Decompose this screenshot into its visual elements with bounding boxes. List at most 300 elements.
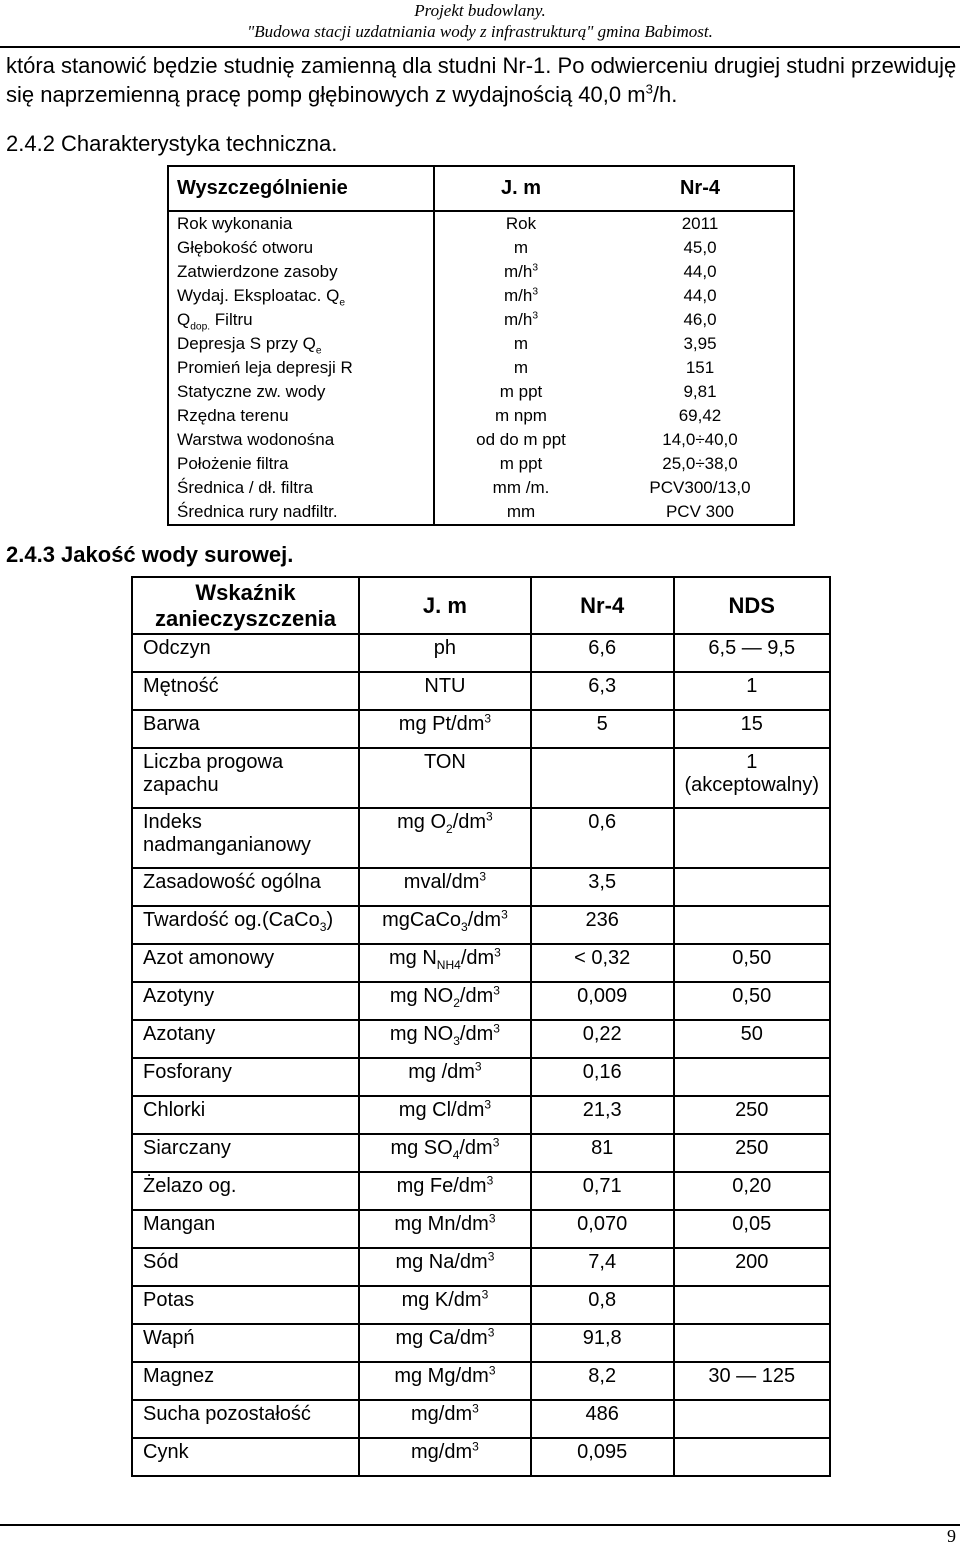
quality-cell-name — [132, 1210, 359, 1248]
tech-unit-text: mm /m. — [492, 478, 550, 497]
quality-cell-name — [132, 1362, 359, 1400]
tech-header-value: Nr-4 — [679, 177, 720, 199]
tech-cell-unit — [434, 452, 607, 476]
quality-table-row — [132, 1400, 830, 1438]
quality-cell-nds — [674, 808, 831, 868]
quality-table-row — [132, 944, 830, 982]
tech-cell-value — [607, 404, 794, 428]
tech-header-unit: J. m — [500, 177, 542, 199]
tech-unit-suffix: /h — [518, 262, 533, 281]
tech-unit-text: m npm — [495, 406, 547, 425]
tech-value-text: 9,81 — [683, 382, 717, 401]
tech-cell-unit — [434, 308, 607, 332]
intro-text-end: /h. — [652, 82, 678, 107]
quality-value-text: 0,009 — [577, 985, 628, 1007]
quality-unit-sup: 3 — [501, 907, 508, 922]
quality-value-text: 21,3 — [582, 1099, 622, 1121]
quality-unit-sub: 2 — [446, 822, 453, 836]
quality-cell-name — [132, 672, 359, 710]
quality-table-row — [132, 906, 830, 944]
quality-name-text: Fosforany — [143, 1061, 232, 1083]
tech-unit-suffix: /h — [518, 286, 533, 305]
quality-unit-sup: 3 — [494, 945, 501, 960]
tech-cell-value — [607, 236, 794, 260]
tech-cell-name — [168, 308, 434, 332]
tech-unit-text: m — [513, 358, 529, 377]
tech-table-row — [168, 211, 794, 236]
quality-cell-value — [531, 808, 674, 868]
tech-cell-value — [607, 308, 794, 332]
quality-cell-unit — [359, 982, 531, 1020]
tech-unit-text: m — [503, 310, 519, 329]
tech-unit-text: mm — [506, 502, 536, 521]
quality-value-text: 236 — [585, 909, 619, 931]
quality-unit-text: mg /dm — [408, 1061, 475, 1083]
quality-unit-sup: 3 — [486, 809, 493, 824]
quality-value-text: 6,3 — [588, 675, 617, 697]
tech-name-text: Głębokość otworu — [177, 238, 314, 257]
tech-cell-unit — [434, 260, 607, 284]
quality-cell-unit — [359, 944, 531, 982]
tech-cell-name — [168, 428, 434, 452]
tech-cell-name — [168, 404, 434, 428]
quality-cell-unit — [359, 1058, 531, 1096]
tech-cell-value — [607, 260, 794, 284]
quality-name-text: Azotyny — [143, 985, 215, 1007]
tech-table-row — [168, 260, 794, 284]
tech-value-text: 14,0÷40,0 — [662, 430, 738, 449]
quality-name-text: Odczyn — [143, 637, 211, 659]
quality-name-text: Chlorki — [143, 1099, 206, 1121]
quality-unit-text: mval/dm — [403, 871, 480, 893]
quality-cell-nds — [674, 944, 831, 982]
quality-nds-text: 6,5 — 9,5 — [708, 637, 796, 659]
tech-value-text: 2011 — [681, 214, 719, 233]
quality-value-text: < 0,32 — [574, 947, 631, 969]
tech-name-text: Rzędna terenu — [177, 406, 289, 425]
quality-nds-text: 30 — 125 — [708, 1365, 796, 1387]
section-heading-tech: 2.4.2 Charakterystyka techniczna. — [6, 131, 338, 156]
quality-cell-unit — [359, 1286, 531, 1324]
quality-cell-name — [132, 1324, 359, 1362]
quality-table-row — [132, 1134, 830, 1172]
quality-unit-text: mg SO — [390, 1137, 453, 1159]
quality-table-row — [132, 1172, 830, 1210]
quality-header-unit: J. m — [359, 577, 531, 634]
quality-cell-nds — [674, 1400, 831, 1438]
tech-cell-unit — [434, 380, 607, 404]
quality-cell-nds — [674, 1362, 831, 1400]
quality-cell-nds — [674, 1096, 831, 1134]
tech-table-row — [168, 380, 794, 404]
quality-name-text: Magnez — [143, 1365, 215, 1387]
tech-name-sub: dop. — [190, 321, 211, 333]
quality-name-text: Barwa — [143, 713, 200, 735]
tech-unit-text: m — [513, 334, 529, 353]
quality-nds-text: 0,50 — [732, 947, 772, 969]
tech-table-row — [168, 500, 794, 525]
quality-unit-text: mgCaCo — [382, 909, 462, 931]
tech-cell-value — [607, 476, 794, 500]
quality-cell-unit — [359, 1172, 531, 1210]
quality-cell-unit — [359, 1248, 531, 1286]
quality-name-text: Indeks nadmanganianowy — [143, 811, 311, 856]
quality-cell-value — [531, 1096, 674, 1134]
quality-table-row — [132, 1096, 830, 1134]
quality-unit-sup: 3 — [493, 983, 500, 998]
quality-cell-nds — [674, 1020, 831, 1058]
tech-unit-sup: 3 — [532, 310, 539, 322]
quality-cell-name — [132, 1286, 359, 1324]
tech-cell-unit — [434, 284, 607, 308]
quality-nds-text: 1 — [746, 675, 758, 697]
quality-unit-text: mg Ca/dm — [395, 1327, 488, 1349]
quality-cell-name — [132, 710, 359, 748]
quality-unit-text: mg O — [397, 811, 447, 833]
quality-value-text: 0,22 — [582, 1023, 622, 1045]
quality-nds-text: 0,05 — [732, 1213, 772, 1235]
quality-cell-value — [531, 1134, 674, 1172]
quality-cell-nds — [674, 1438, 831, 1476]
quality-header-value: Nr-4 — [531, 577, 674, 634]
quality-cell-unit — [359, 1438, 531, 1476]
quality-table-row — [132, 1248, 830, 1286]
quality-cell-name — [132, 1438, 359, 1476]
quality-cell-name — [132, 944, 359, 982]
section-heading-quality: 2.4.3 Jakość wody surowej. — [6, 542, 294, 567]
tech-cell-name — [168, 356, 434, 380]
quality-unit-sub: 2 — [453, 996, 460, 1010]
tech-name-suffix: Filtru — [210, 310, 253, 329]
tech-cell-value — [607, 211, 794, 236]
quality-value-text: 486 — [585, 1403, 619, 1425]
tech-value-text: 44,0 — [683, 262, 717, 281]
quality-nds-text: 200 — [735, 1251, 769, 1273]
quality-cell-nds — [674, 672, 831, 710]
quality-value-text: 0,8 — [588, 1289, 617, 1311]
quality-unit-text: mg Mn/dm — [394, 1213, 489, 1235]
tech-name-sub: e — [315, 345, 322, 357]
quality-name-text: Mangan — [143, 1213, 216, 1235]
quality-value-text: 0,6 — [588, 811, 617, 833]
quality-name-text: Twardość og.(CaCo — [143, 909, 320, 931]
quality-cell-nds — [674, 1134, 831, 1172]
tech-name-text: Warstwa wodonośna — [177, 430, 335, 449]
quality-value-text: 5 — [596, 713, 608, 735]
tech-unit-sup: 3 — [532, 286, 539, 298]
intro-sup: 3 — [645, 81, 653, 97]
tech-name-sub: e — [339, 297, 346, 309]
quality-value-text: 8,2 — [588, 1365, 617, 1387]
quality-cell-name — [132, 1400, 359, 1438]
quality-unit-text: mg Na/dm — [395, 1251, 488, 1273]
quality-cell-nds — [674, 868, 831, 906]
quality-unit-suffix: /dm — [459, 1023, 494, 1045]
tech-cell-unit — [434, 500, 607, 525]
tech-cell-value — [607, 380, 794, 404]
tech-name-text: Zatwierdzone zasoby — [177, 262, 338, 281]
quality-name-text: Potas — [143, 1289, 195, 1311]
quality-cell-value — [531, 906, 674, 944]
header-line-2: "Budowa stacji uzdatniania wody z infrastrukturą" gmina Babimost. — [247, 22, 713, 41]
quality-header-name: Wskaźnik zanieczyszczenia — [132, 577, 359, 634]
tech-unit-text: Rok — [505, 214, 537, 233]
quality-cell-unit — [359, 1210, 531, 1248]
tech-cell-name — [168, 476, 434, 500]
quality-cell-value — [531, 710, 674, 748]
quality-cell-value — [531, 868, 674, 906]
quality-unit-text: mg/dm — [411, 1441, 473, 1463]
quality-cell-name — [132, 1020, 359, 1058]
quality-table-row — [132, 1286, 830, 1324]
tech-table-row — [168, 428, 794, 452]
quality-header-nds: NDS — [674, 577, 831, 634]
quality-unit-sub: 4 — [452, 1148, 460, 1162]
quality-cell-unit — [359, 1096, 531, 1134]
quality-name-text: Żelazo og. — [143, 1175, 237, 1197]
tech-value-text: 46,0 — [683, 310, 717, 329]
tech-cell-value — [607, 452, 794, 476]
quality-unit-sup: 3 — [474, 1059, 482, 1074]
quality-cell-nds — [674, 1286, 831, 1324]
tech-cell-value — [607, 332, 794, 356]
tech-value-text: 3,95 — [683, 334, 717, 353]
quality-unit-suffix: /dm — [459, 985, 494, 1007]
tech-name-text: Wydaj. Eksploatac. Q — [177, 286, 340, 305]
quality-unit-sup: 3 — [481, 1287, 489, 1302]
tech-cell-name — [168, 452, 434, 476]
quality-cell-unit — [359, 1362, 531, 1400]
tech-value-text: 151 — [685, 358, 715, 377]
tech-table-header — [168, 166, 794, 211]
quality-unit-sub: NH4 — [436, 958, 461, 972]
quality-unit-suffix: /dm — [452, 811, 487, 833]
quality-unit-sup: 3 — [486, 1173, 494, 1188]
quality-cell-name — [132, 1096, 359, 1134]
tech-name-text: Średnica / dł. filtra — [177, 478, 314, 497]
quality-unit-sup: 3 — [492, 1135, 500, 1150]
tech-header-name: Wyszczególnienie — [168, 166, 434, 211]
quality-name-sub: 3 — [319, 920, 327, 934]
quality-cell-nds — [674, 1210, 831, 1248]
quality-cell-name — [132, 868, 359, 906]
quality-cell-unit — [359, 1324, 531, 1362]
quality-table-row — [132, 1324, 830, 1362]
quality-table-row — [132, 1210, 830, 1248]
quality-name-text: Siarczany — [143, 1137, 231, 1159]
quality-unit-text: mg N — [389, 947, 437, 969]
tech-table-row — [168, 332, 794, 356]
tech-cell-name — [168, 211, 434, 236]
quality-cell-name — [132, 906, 359, 944]
tech-cell-unit — [434, 236, 607, 260]
quality-table-row — [132, 1020, 830, 1058]
quality-cell-unit — [359, 808, 531, 868]
quality-cell-unit — [359, 710, 531, 748]
quality-table — [131, 576, 831, 1477]
quality-cell-value — [531, 982, 674, 1020]
quality-value-text: 81 — [591, 1137, 614, 1159]
tech-name-text: Statyczne zw. wody — [177, 382, 326, 401]
quality-unit-suffix: /dm — [459, 1137, 493, 1159]
quality-unit-text: mg NO — [389, 1023, 454, 1045]
quality-cell-nds — [674, 634, 831, 672]
quality-cell-value — [531, 1248, 674, 1286]
tech-cell-unit — [434, 356, 607, 380]
tech-name-text: Średnica rury nadfiltr. — [177, 502, 338, 521]
quality-unit-text: mg K/dm — [401, 1289, 482, 1311]
quality-table-row — [132, 748, 830, 808]
quality-cell-value — [531, 1362, 674, 1400]
tech-name-text: Położenie filtra — [177, 454, 289, 473]
tech-cell-name — [168, 260, 434, 284]
quality-name-text: Zasadowość ogólna — [143, 871, 321, 893]
quality-cell-nds — [674, 748, 831, 808]
quality-unit-text: mg/dm — [411, 1403, 473, 1425]
quality-unit-text: mg NO — [389, 985, 454, 1007]
tech-cell-name — [168, 380, 434, 404]
quality-nds-text: 15 — [740, 713, 763, 735]
quality-nds-text: 250 — [735, 1137, 769, 1159]
quality-nds-text: 250 — [735, 1099, 769, 1121]
quality-name-text: Sód — [143, 1251, 179, 1273]
quality-unit-text: TON — [424, 751, 466, 773]
quality-nds-text: 0,20 — [732, 1175, 772, 1197]
tech-table-row — [168, 476, 794, 500]
quality-unit-sub: 3 — [461, 920, 468, 934]
tech-cell-unit — [434, 332, 607, 356]
page-header — [0, 0, 960, 42]
quality-value-text: 7,4 — [588, 1251, 617, 1273]
quality-name-text: Mętność — [143, 675, 219, 697]
quality-unit-sup: 3 — [484, 1097, 492, 1112]
quality-nds-text: 1 (akceptowalny) — [684, 751, 820, 796]
intro-text: która stanowić będzie studnię zamienną dla studni Nr-1. Po odwierceniu drugiej studni przewiduję się naprzemienną pracę pomp głębinowych z wydajnością 40,0 m — [6, 53, 957, 107]
quality-cell-value — [531, 672, 674, 710]
quality-unit-suffix: /dm — [467, 909, 502, 931]
quality-table-row — [132, 634, 830, 672]
quality-cell-unit — [359, 1020, 531, 1058]
tech-name-text: Rok wykonania — [177, 214, 293, 233]
quality-nds-text: 50 — [740, 1023, 763, 1045]
quality-cell-nds — [674, 982, 831, 1020]
tech-cell-name — [168, 500, 434, 525]
tech-cell-name — [168, 284, 434, 308]
tech-unit-text: m — [513, 238, 529, 257]
tech-name-text: Depresja S przy Q — [177, 334, 316, 353]
quality-value-text: 0,16 — [582, 1061, 622, 1083]
tech-table-row — [168, 356, 794, 380]
tech-unit-text: m ppt — [499, 382, 543, 401]
quality-cell-name — [132, 808, 359, 868]
tech-table-row — [168, 236, 794, 260]
quality-cell-name — [132, 1172, 359, 1210]
intro-paragraph — [6, 51, 960, 109]
quality-cell-value — [531, 1438, 674, 1476]
quality-unit-sup: 3 — [484, 711, 492, 726]
quality-unit-sup: 3 — [493, 1021, 500, 1036]
quality-name-text: Cynk — [143, 1441, 189, 1463]
quality-cell-value — [531, 1286, 674, 1324]
quality-table-row — [132, 808, 830, 868]
quality-cell-name — [132, 982, 359, 1020]
quality-unit-suffix: /dm — [460, 947, 495, 969]
quality-table-row — [132, 1438, 830, 1476]
tech-cell-unit — [434, 428, 607, 452]
quality-cell-nds — [674, 1172, 831, 1210]
tech-cell-unit — [434, 404, 607, 428]
tech-table-row — [168, 308, 794, 332]
tech-unit-text: m — [503, 262, 519, 281]
quality-cell-name — [132, 1134, 359, 1172]
tech-name-text: Promień leja depresji R — [177, 358, 353, 377]
quality-cell-name — [132, 748, 359, 808]
tech-table-row — [168, 284, 794, 308]
tech-value-text: 25,0÷38,0 — [662, 454, 738, 473]
tech-cell-unit — [434, 211, 607, 236]
quality-name-text: Wapń — [143, 1327, 195, 1349]
quality-cell-name — [132, 634, 359, 672]
quality-unit-sup: 3 — [488, 1211, 496, 1226]
quality-cell-unit — [359, 906, 531, 944]
tech-value-text: 45,0 — [683, 238, 717, 257]
quality-cell-value — [531, 1020, 674, 1058]
quality-unit-text: mg Pt/dm — [398, 713, 485, 735]
quality-name-suffix: ) — [326, 909, 334, 931]
tech-table-row — [168, 452, 794, 476]
quality-table-row — [132, 1058, 830, 1096]
quality-cell-nds — [674, 1248, 831, 1286]
quality-name-text: Azotany — [143, 1023, 216, 1045]
quality-unit-sub: 3 — [453, 1034, 460, 1048]
quality-name-text: Liczba progowa zapachu — [143, 751, 284, 796]
quality-cell-unit — [359, 1400, 531, 1438]
quality-unit-text: ph — [433, 637, 457, 659]
tech-cell-value — [607, 500, 794, 525]
quality-unit-sup: 3 — [487, 1325, 495, 1340]
quality-table-row — [132, 1362, 830, 1400]
tech-cell-name — [168, 332, 434, 356]
tech-unit-sup: 3 — [532, 262, 539, 274]
quality-unit-sup: 3 — [472, 1401, 479, 1416]
quality-value-text: 0,095 — [577, 1441, 628, 1463]
quality-cell-value — [531, 1324, 674, 1362]
quality-unit-text: mg Cl/dm — [398, 1099, 485, 1121]
quality-cell-nds — [674, 710, 831, 748]
quality-cell-value — [531, 1172, 674, 1210]
quality-table-row — [132, 672, 830, 710]
quality-unit-sup: 3 — [487, 1249, 495, 1264]
quality-cell-value — [531, 634, 674, 672]
quality-unit-sup: 3 — [488, 1363, 496, 1378]
tech-table-row — [168, 404, 794, 428]
quality-unit-sup: 3 — [472, 1439, 479, 1454]
quality-unit-text: mg Mg/dm — [394, 1365, 489, 1387]
tech-cell-value — [607, 428, 794, 452]
quality-value-text: 91,8 — [582, 1327, 622, 1349]
header-line-1: Projekt budowlany. — [414, 1, 546, 20]
quality-cell-nds — [674, 906, 831, 944]
tech-unit-text: od do m ppt — [476, 430, 566, 449]
footer-divider — [0, 1524, 960, 1526]
tech-value-text: 44,0 — [683, 286, 717, 305]
tech-table — [167, 165, 795, 526]
quality-cell-value — [531, 1210, 674, 1248]
tech-cell-value — [607, 284, 794, 308]
quality-cell-value — [531, 748, 674, 808]
quality-cell-name — [132, 1248, 359, 1286]
quality-cell-unit — [359, 672, 531, 710]
